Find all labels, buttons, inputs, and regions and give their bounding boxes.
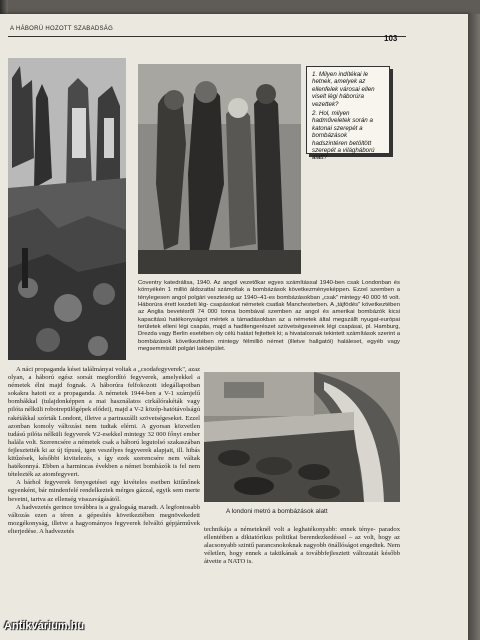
paragraph: A hadvezetés gerince továbbra is a gyalogság maradt. A legfontosabb változás ezen a téren a gépesítés következtében megnövekedett mozgékonyság, illetve a hagyományos fegyverek felváltó gépjárművek elterjedése. A hadvezetés: [8, 503, 200, 535]
body-text-right: technikája a németeknél volt a leghatékonyabb: ennek ténye- paradox ellentétben a diktatórikus politikai berendezkedéssel – az volt, hogy az alacsonyabb szintű parancsnokoknak nagyobb önállóságot engedtek. Nem véletlen, hogy ennek a taktikának a továbbfejlesztett változatát később átvette a NATO is.: [204, 526, 400, 566]
body-text-left: [8, 366, 200, 536]
question-1: 1. Milyen indítékai le hetnek, amelyek az ellenfelek városai ellen viselt légi háborúra vezettek?: [312, 71, 375, 108]
watermark: Antikvárium.hu: [4, 620, 85, 632]
question-box: [306, 66, 390, 162]
coventry-ruins-photo: [8, 58, 126, 360]
metro-caption: A londoni metró a bombázások alatt: [226, 508, 328, 515]
refugees-photo: [138, 64, 301, 274]
running-header-title: A HÁBORÚ HOZOTT SZABADSÁG: [10, 26, 114, 32]
page-edge: [468, 14, 480, 640]
photo-caption: Coventry katedrálisa, 1940. Az angol vezetőkar egyes számítással 1940-ben csak Londonban és környékén 1 millió áldozattal számoltak a bombázások következményeképpen. Ezzel szemben a ténylegesen angol polgári veszteség az 1940–41-es bombázásokban „csak" mintegy 40 000 fő volt. Háborúra érett kezdeti lég- csapásokat németek csatlak Manchesterben. A „tájfödés" következtében az Anglia bevetésről 74 000 tonna bombával szemben az angol és amerikai bombázók kicsi kapacitású hatékonyságot mértek a támadásokban az a németek által megszállt nyugat-európai területek elleni légi csapás, majd a haditengerészet szövetségeseinek légi csapásai, pl. Hamburg, Drezda vagy Berlin esetében oly célú hatást fejtettek ki; a hivatalosnak tekintett számítások szerint a bombázások következtében mintegy félmillió német (illetve hallgatói) haláleset, egyéb vagy megsemmisült polgári lakóépület.: [138, 280, 400, 353]
question-2: 2. Hol, milyen hadműveletek során a katonai szerepét a bombázások hadszintéren betöltött szerepét a világháború alatt?: [312, 110, 375, 162]
paragraph: A náci propaganda kései találmányai voltak a „csodafegyverek", azaz olyan, a háború egész sorsát megfordító fegyverek, amelyekkel a németek élni majd fognak. A háborúra felfokozott idegállapotban sokakra hatott ez a propaganda. A németek 1944-ben a V-1 számjelű bombákkal (tulajdonképpen a mai használatos cirkálórakéták vagy pilóta nélküli robotrepülőgépek elődei), majd a V-2 közép-hatótávolságú rakétákkal szórták Londont, illetve a partraszállt szövetségeseket. Ezzel azonban komoly változást nem tudtak elérni. A gyorsan közvetlen tudású pilóta nélküli fegyverek V2-esekkel mintegy 32 000 főnyi ember halála volt. Szerencsére a németek csak a háború legutolsó szakaszában fejlesztették ki az új típusú, igen veszélyes fegyverek alapjait, ill. hibás kitűzések, későbbi kivitelezés, s így ezek szerencsére nem váltak hatékonnyá. Ebben a harmincas években a német bombázók is fel nem tételezték az atomfegyvert.: [8, 366, 200, 479]
paragraph: A bárhol fegyverek fenyegetései egy kivételes esetben kitűnőnek egyenként, bár mindenfelé rendelkeztek mérges gázzal, egyik sem merte bevetni, tartva az ellenség visszavágásától.: [8, 479, 200, 503]
page-number: 103: [384, 34, 398, 43]
london-metro-photo: [204, 372, 400, 502]
running-header: [8, 22, 406, 37]
